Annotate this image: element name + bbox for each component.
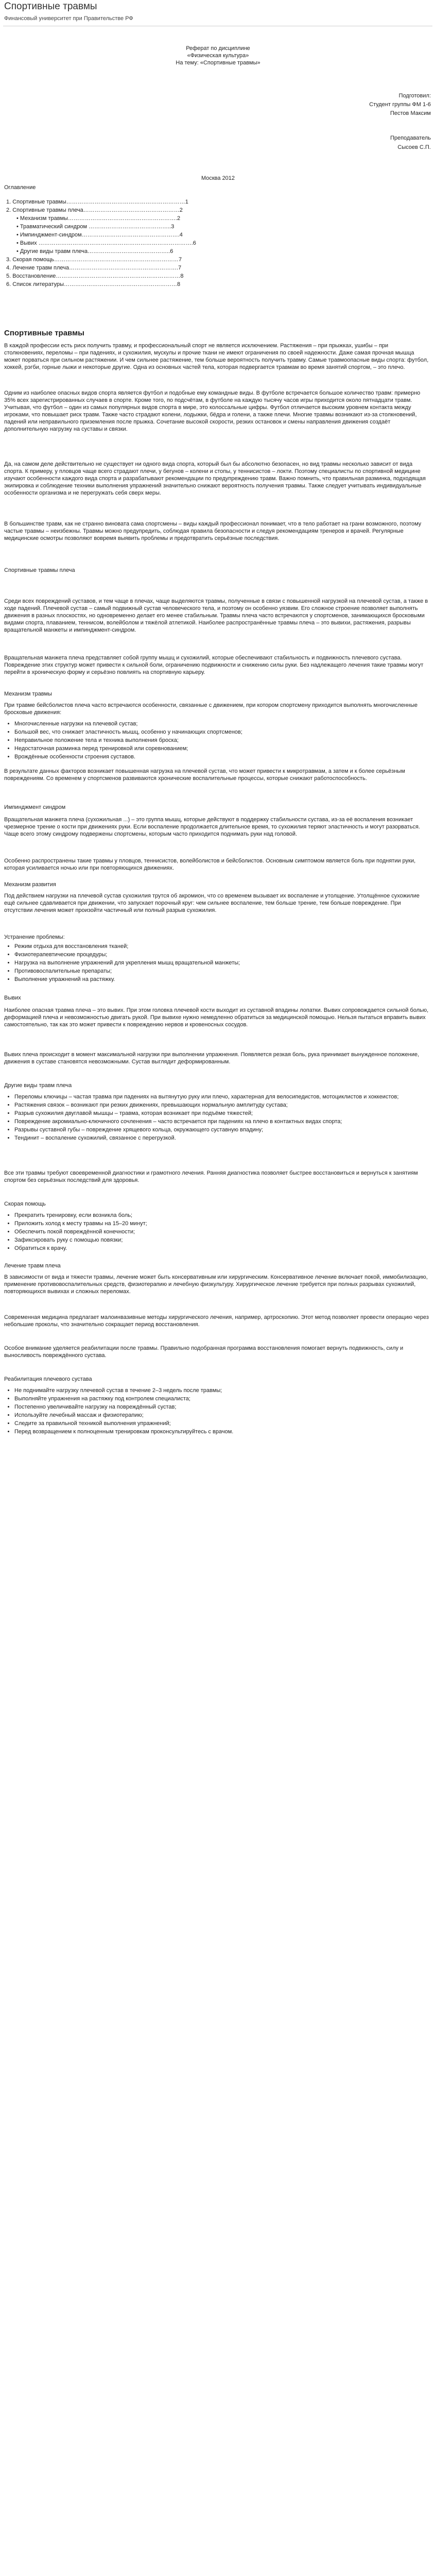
list-item: • Приложить холод к месту травмы на 15–20 минут; xyxy=(14,1220,436,1227)
subheading: Вывих xyxy=(4,995,21,1001)
list-item: • Зафиксировать руку с помощью повязки; xyxy=(14,1236,436,1244)
list-item: • Разрыв сухожилия двуглавой мышцы – травма, которая возникает при подъёме тяжестей; xyxy=(14,1110,436,1117)
list-item: • Прекратить тренировку, если возникла боль; xyxy=(14,1212,436,1219)
page-subtitle: Финансовый университет при Правительстве РФ xyxy=(4,15,133,22)
cover-ref-line2: «Физическая культура» xyxy=(187,53,249,59)
subheading: Механизм травмы xyxy=(4,691,53,697)
teacher-name: Сысоев С.П. xyxy=(397,144,431,150)
paragraph: Особенно распространены такие травмы у пловцов, теннисистов, волейболистов и бейсболистов. Основным симптомом является боль при поднятии руки, которая усиливается ночью или при повторяющихся движениях. xyxy=(4,858,416,871)
list-item: • Физиотерапевтические процедуры; xyxy=(14,951,436,958)
toc-item[interactable]: 2. Спортивные травмы плеча……………………………………………2 xyxy=(6,207,183,213)
bullet-list xyxy=(4,1387,436,1436)
paragraph: Вращательная манжета плеча представляет собой группу мышц и сухожилий, которые обеспечивают стабильность и подвижность плечевого сустава. Повреждение этих структур может привести к сильной боли, ограничению подвижности и снижению силы руки. Без надлежащего лечения такие травмы могут перейти в хроническую форму и серьёзно повлиять на спортивную карьеру. xyxy=(4,655,424,675)
paragraph: В каждой профессии есть риск получить травму, и профессиональный спорт не является исключением. Растяжения – при прыжках, ушибы – при столкновениях, переломы – при падениях, и сухожилия, мускулы и прочие ткани не имеют ограничения по своей надежности. Даже самая прочная мышца может порваться при сильном растяжении. И чем сильнее растяжение, тем больше вероятность получить травму. Самые травмоопасные виды спорта: футбол, хоккей, рэгби, горные лыжи и некоторые другие. Одна из основных частей тела, которая подвергается травмам во время занятий спортом, – это плечо. xyxy=(4,343,429,370)
paragraph: Все эти травмы требуют своевременной диагностики и грамотного лечения. Ранняя диагностика позволяет быстрее восстановиться и вернуться к занятиям спортом без серьёзных последствий для здоровья. xyxy=(4,1170,418,1183)
toc-item[interactable]: 5. Восстановление…………………………………………………………8 xyxy=(6,273,184,279)
toc-item[interactable]: • Механизм травмы………………………………………………….2 xyxy=(16,215,181,222)
paragraph: Особое внимание уделяется реабилитации после травмы. Правильно подобранная программа восстановления помогает вернуть подвижность, силу и выносливость повреждённого сустава. xyxy=(4,1345,404,1359)
paragraph: Под действием нагрузки на плечевой сустав сухожилия трутся об акромион, что со временем вызывает их воспаление и утолщение. Утолщённое сухожилие ещё сильнее сдавливается при движении, что запускает порочный круг: чем сильнее воспаление, тем больше трение, тем больше повреждение. При отсутствии лечения может произойти частичный или полный разрыв сухожилия. xyxy=(4,893,420,913)
list-item: • Выполнение упражнений на растяжку. xyxy=(14,976,436,983)
student-line: Студент группы ФМ 1-6 xyxy=(369,101,431,108)
subheading: Импинджмент синдром xyxy=(4,804,66,810)
bullet-list xyxy=(4,1212,436,1253)
paragraph: В большинстве травм, как не странно виновата сама спортсмены – виды каждый профессионал понимает, что в тело работает на грани возможного, поэтому частые травмы – неизбежны. Травмы можно предупредить, соблюдая правила безопасности и следуя рекомендациям тренеров и врачей. Регулярные медицинские осмотры позволяют вовремя выявить проблемы и предотвратить серьёзные последствия. xyxy=(4,521,422,541)
list-item: • Переломы ключицы – частая травма при падениях на вытянутую руку или плечо, характерная для велосипедистов, мотоциклистов и хоккеистов; xyxy=(14,1093,436,1100)
paragraph: Да, на самом деле действительно не существует ни одного вида спорта, который был бы абсолютно безопасен, но вид травмы несколько зависит от вида спорта. К примеру, у пловцов чаще всего страдают плечи, у бегунов – колени и стопы, у теннисистов – локти. Поэтому специалисты по спортивной медицине изучают особенности каждого вида спорта и разрабатывают рекомендации по предупреждению травм. Важно помнить, что правильная разминка, подходящая экипировка и соблюдение техники выполнения упражнений значительно снижают вероятность получения травмы. Также следует учитывать индивидуальные особенности организма и не перегружать себя сверх меры. xyxy=(4,461,426,496)
section-title: Спортивные травмы xyxy=(4,329,84,337)
bullet-list xyxy=(4,720,436,761)
list-item: • Повреждение акромиально-ключичного сочленения – часто встречается при падениях на плечо в контактных видах спорта; xyxy=(14,1118,436,1125)
list-item: • Противовоспалительные препараты; xyxy=(14,968,436,975)
toc-item[interactable]: 6. Список литературы……………………………………………………8 xyxy=(6,281,181,287)
list-item: • Разрывы суставной губы – повреждение хрящевого кольца, окружающего суставную впадину; xyxy=(14,1126,436,1133)
list-item: • Многочисленные нагрузки на плечевой сустав; xyxy=(14,720,436,727)
toc-item[interactable]: • Вывих ……………………………………………………………………….6 xyxy=(16,240,196,246)
paragraph: Одним из наиболее опасных видов спорта является футбол и подобные ему командные виды. В футболе встречается большое количество травм: примерно 35% всех зарегистрированных случаев в спорте. Кроме того, по подсчётам, в футболе на каждую тысячу часов игры приходится около пятнадцати травм. Учитывая, что футбол – один из самых популярных видов спорта в мире, это колоссальные цифры. Футбол отличается высоким уровнем контакта между игроками, что повышает риск травм. Также часто страдают колени, лодыжки, бёдра и голени, а также плечи. Многие травмы возникают из-за столкновений, падений или неправильного приземления после прыжка. Сочетание высокой скорости, резких остановок и смены направления движения создаёт дополнительную нагрузку на суставы и связки. xyxy=(4,390,421,432)
paragraph: Наиболее опасная травма плеча – это вывих. При этом головка плечевой кости выходит из суставной впадины лопатки. Вывих сопровождается сильной болью, деформацией плеча и невозможностью двигать рукой. При вывихе нужно немедленно обратиться за медицинской помощью. Нельзя пытаться вправить вывих самостоятельно, так как это может привести к повреждению нервов и кровеносных сосудов. xyxy=(4,1007,429,1028)
list-item: • Обратиться к врачу. xyxy=(14,1245,436,1252)
list-item: • Недостаточная разминка перед тренировкой или соревнованием; xyxy=(14,745,436,752)
page-title: Спортивные травмы xyxy=(4,1,97,12)
bullet-list xyxy=(4,1093,436,1143)
paragraph: Современная медицина предлагает малоинвазивные методы хирургического лечения, например, артроскопию. Этот метод позволяет провести операцию через небольшие проколы, что значительно сокращает период восстановления. xyxy=(4,1314,429,1328)
paragraph: Вращательная манжета плеча (сухожильная ...) – это группа мышц, которые действуют в поддержку стабильности сустава, из-за её воспаления возникает чрезмерное трение о кости при движениях руки. Если воспаление продолжается длительное время, то сухожилия теряют эластичность и могут разорваться. Чаще всего этому синдрому подвержены спортсмены, которым часто приходится поднимать руки над головой. xyxy=(4,817,420,837)
list-item: • Постепенно увеличивайте нагрузку на повреждённый сустав; xyxy=(14,1403,436,1411)
list-item: • Следите за правильной техникой выполнения упражнений; xyxy=(14,1420,436,1427)
toc-item[interactable]: 1. Спортивные травмы………………………………………………………1 xyxy=(6,199,188,205)
subheading: Реабилитация плечевого сустава xyxy=(4,1376,92,1382)
subheading: Другие виды травм плеча xyxy=(4,1082,72,1089)
toc-item[interactable]: 3. Скорая помощь…………………………………………………………7 xyxy=(6,257,182,263)
list-item: • Перед возвращением к полноценным тренировкам проконсультируйтесь с врачом. xyxy=(14,1428,436,1435)
teacher-label: Преподаватель xyxy=(390,135,431,141)
toc-item[interactable]: 4. Лечение травм плеча………………………………………………….7 xyxy=(6,265,182,271)
paragraph: При травме бейсболистов плеча часто встречаются особенности, связанные с движением, при котором спортсмену приходится выполнять многочисленные бросковые движения: xyxy=(4,702,418,716)
toc-title: Оглавление xyxy=(4,184,36,191)
toc-item[interactable]: • Травматический синдром ……………………………………..3 xyxy=(16,224,175,230)
bullet-list xyxy=(4,943,436,984)
subheading: Механизм развития xyxy=(4,882,56,888)
paragraph: В зависимости от вида и тяжести травмы, лечение может быть консервативным или хирургическим. Консервативное лечение включает покой, иммобилизацию, применение противовоспалительных средств, физиотерапию и лечебную физкультуру. Хирургическое лечение требуется при полных разрывах сухожилий, повторяющихся вывихах и сложных переломах. xyxy=(4,1274,428,1295)
list-item: • Большой вес, что снижает эластичность мышц, особенно у начинающих спортсменов; xyxy=(14,728,436,736)
paragraph: Среди всех повреждений суставов, и тем чаще в плечах, чаще выделяются травмы, полученные в связи с повышенной нагрузкой на плечевой сустав, а также в ходе падений. Плечевой сустав – самый подвижный сустав человеческого тела, и поэтому он особенно уязвим. Его сложное строение позволяет выполнять движения в разных плоскостях, но одновременно делает его менее стабильным. Травмы плеча часто встречаются у спортсменов, занимающихся бросковыми видами спорта, плаванием, теннисом, волейболом и тяжёлой атлетикой. Наиболее распространённые травмы плеча – это вывихи, растяжения, разрывы вращательной манжеты и импинджмент-синдром. xyxy=(4,598,428,633)
subheading: Лечение травм плеча xyxy=(4,1263,61,1269)
list-item: • Врождённые особенности строения суставов. xyxy=(14,753,436,760)
list-item: • Выполняйте упражнения на растяжку под контролем специалиста; xyxy=(14,1395,436,1402)
table-of-contents xyxy=(6,198,196,289)
subheading: Скорая помощь xyxy=(4,1201,46,1207)
toc-item[interactable]: • Другие виды травм плеча……………………………………..6 xyxy=(16,248,173,255)
paragraph: Спортивные травмы плеча xyxy=(4,567,75,573)
paragraph: В результате данных факторов возникает повышенная нагрузка на плечевой сустав, что может привести к микротравмам, а затем и к более серьёзным повреждениям. Со временем у спортсменов развиваются хронические воспалительные процессы, которые снижают работоспособность. xyxy=(4,768,405,782)
toc-item[interactable]: • Импинджмент-синдром…………………………………………….4 xyxy=(16,232,183,238)
list-item: • Неправильное положение тела и техника выполнения броска; xyxy=(14,737,436,744)
cover-ref-line3: На тему: «Спортивные травмы» xyxy=(176,60,260,66)
list-item: • Растяжения связок – возникают при резких движениях, превышающих нормальную амплитуду сустава; xyxy=(14,1101,436,1109)
list-item: • Не поднимайте нагрузку плечевой сустав в течение 2–3 недель после травмы; xyxy=(14,1387,436,1394)
list-item: • Режим отдыха для восстановления тканей; xyxy=(14,943,436,950)
prepared-label: Подготовил: xyxy=(398,93,431,99)
cover-ref-line1: Реферат по дисциплине xyxy=(186,45,250,52)
paragraph: Вывих плеча происходит в момент максимальной нагрузки при выполнении упражнения. Появляется резкая боль, рука принимает вынужденное положение, движения в суставе становятся невозможными. Сустав выглядит деформированным. xyxy=(4,1052,420,1065)
list-item: • Тендинит – воспаление сухожилий, связанное с перегрузкой. xyxy=(14,1134,436,1142)
student-name: Пестов Максим xyxy=(390,110,431,116)
list-item: • Нагрузка на выполнение упражнений для укрепления мышц вращательной манжеты; xyxy=(14,959,436,967)
list-item: • Используйте лечебный массаж и физиотерапию; xyxy=(14,1412,436,1419)
city-year: Москва 2012 xyxy=(201,175,235,181)
list-item: • Обеспечить покой повреждённой конечности; xyxy=(14,1228,436,1235)
list-title: Устранение проблемы: xyxy=(4,934,65,940)
